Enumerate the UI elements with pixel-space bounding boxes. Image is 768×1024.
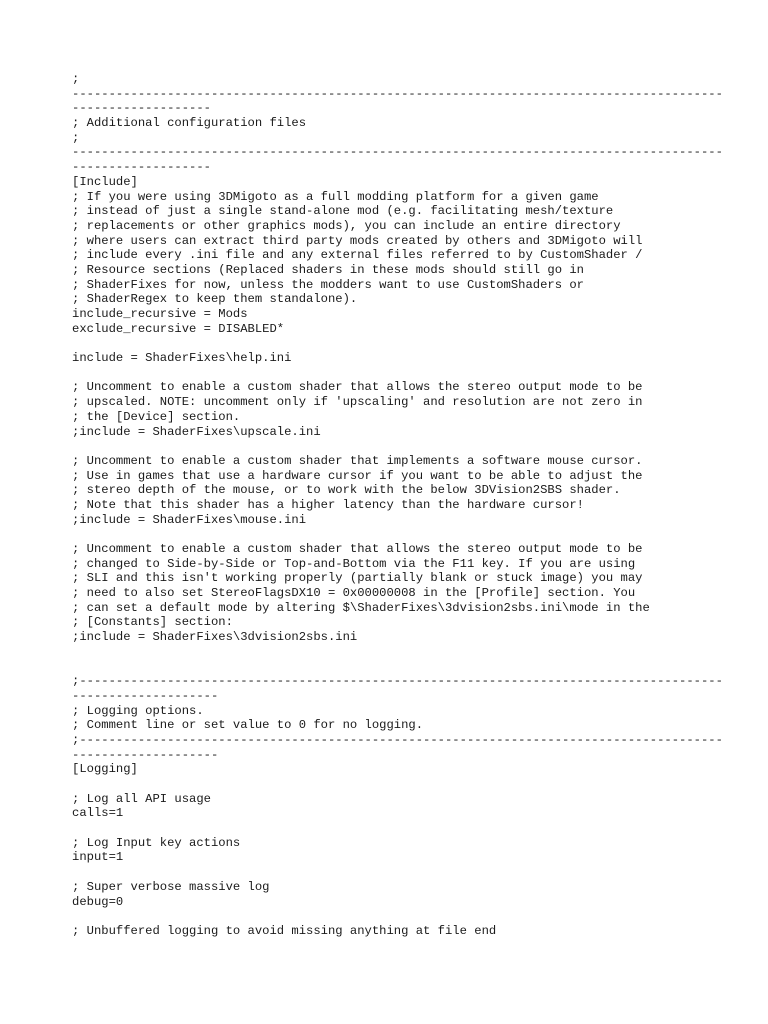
ini-line: ; Additional configuration files (72, 116, 307, 131)
ini-line: -------------------- (72, 688, 219, 703)
ini-line: ;include = ShaderFixes\mouse.ini (72, 512, 307, 527)
ini-line: ; Resource sections (Replaced shaders in these mods should still go in (72, 262, 584, 277)
ini-line: ; [Constants] section: (72, 615, 233, 630)
ini-line: ----------------------------------------------------------------------------------------- (72, 86, 723, 101)
ini-line: ; Uncomment to enable a custom shader that allows the stereo output mode to be (72, 542, 643, 556)
ini-line (72, 527, 712, 542)
ini-line: ; SLI and this isn't working properly (partially blank or stuck image) you may (72, 571, 643, 586)
ini-line: ;---------------------------------------------------------------------------------------- (72, 732, 723, 747)
ini-line (72, 777, 712, 792)
ini-line: input=1 (72, 850, 124, 865)
ini-line: ; include every .ini file and any external files referred to by CustomShader / (72, 248, 643, 263)
ini-line: ; changed to Side-by-Side or Top-and-Bottom via the F11 key. If you are using (72, 556, 636, 571)
ini-line: ; Uncomment to enable a custom shader that implements a software mouse cursor. (72, 453, 643, 468)
ini-line: ------------------- (72, 101, 211, 116)
ini-line: ; stereo depth of the mouse, or to work with the below 3DVision2SBS shader. (72, 483, 621, 498)
ini-line: ; Use in games that use a hardware cursor if you want to be able to adjust the (72, 468, 643, 483)
ini-line: ; upscaled. NOTE: uncomment only if 'upscaling' and resolution are not zero in (72, 395, 643, 410)
ini-line: ; where users can extract third party mods created by others and 3DMigoto will (72, 233, 643, 248)
ini-line: ; (72, 130, 80, 145)
ini-line: calls=1 (72, 806, 124, 821)
ini-line (72, 821, 712, 836)
ini-line: ; need to also set StereoFlagsDX10 = 0x00000008 in the [Profile] section. You (72, 586, 636, 601)
ini-line: ; Comment line or set value to 0 for no logging. (72, 718, 424, 733)
ini-line (72, 660, 712, 675)
ini-line: ;include = ShaderFixes\upscale.ini (72, 424, 321, 439)
ini-line (72, 645, 712, 660)
ini-line: ; Unbuffered logging to avoid missing anything at file end (72, 923, 497, 938)
ini-line (72, 865, 712, 880)
ini-line: ; Log all API usage (72, 791, 211, 806)
ini-line: ;---------------------------------------------------------------------------------------- (72, 674, 723, 689)
ini-line: ------------------- (72, 160, 211, 175)
ini-line: ; Uncomment to enable a custom shader that allows the stereo output mode to be (72, 380, 643, 395)
ini-line: exclude_recursive = DISABLED* (72, 321, 285, 336)
ini-line: ; Logging options. (72, 703, 204, 718)
ini-line: ; ShaderFixes for now, unless the modders want to use CustomShaders or (72, 277, 584, 292)
ini-line: ; ShaderRegex to keep them standalone). (72, 292, 358, 307)
ini-line: ; instead of just a single stand-alone mod (e.g. facilitating mesh/texture (72, 204, 614, 219)
ini-line: ; can set a default mode by altering $\ShaderFixes\3dvision2sbs.ini\mode in the (72, 600, 650, 615)
ini-line: [Logging] (72, 762, 138, 777)
ini-line (72, 336, 712, 351)
ini-line: ; Super verbose massive log (72, 879, 270, 894)
ini-line (72, 439, 712, 454)
ini-line: ----------------------------------------------------------------------------------------- (72, 145, 723, 160)
ini-line: include_recursive = Mods (72, 307, 248, 321)
ini-line: include = ShaderFixes\help.ini (72, 351, 292, 366)
ini-line (72, 909, 712, 924)
ini-line: ; replacements or other graphics mods), you can include an entire directory (72, 218, 621, 233)
ini-line: ; If you were using 3DMigoto as a full modding platform for a given game (72, 189, 599, 204)
ini-line: [Include] (72, 174, 138, 189)
ini-line: ; Note that this shader has a higher latency than the hardware cursor! (72, 497, 584, 512)
ini-line: ; Log Input key actions (72, 835, 241, 850)
ini-file-page (72, 72, 723, 939)
ini-line: ; (72, 72, 80, 86)
ini-line: ;include = ShaderFixes\3dvision2sbs.ini (72, 630, 358, 645)
ini-line: -------------------- (72, 747, 219, 762)
ini-line: debug=0 (72, 894, 124, 909)
ini-line: ; the [Device] section. (72, 409, 241, 424)
ini-line (72, 366, 712, 381)
